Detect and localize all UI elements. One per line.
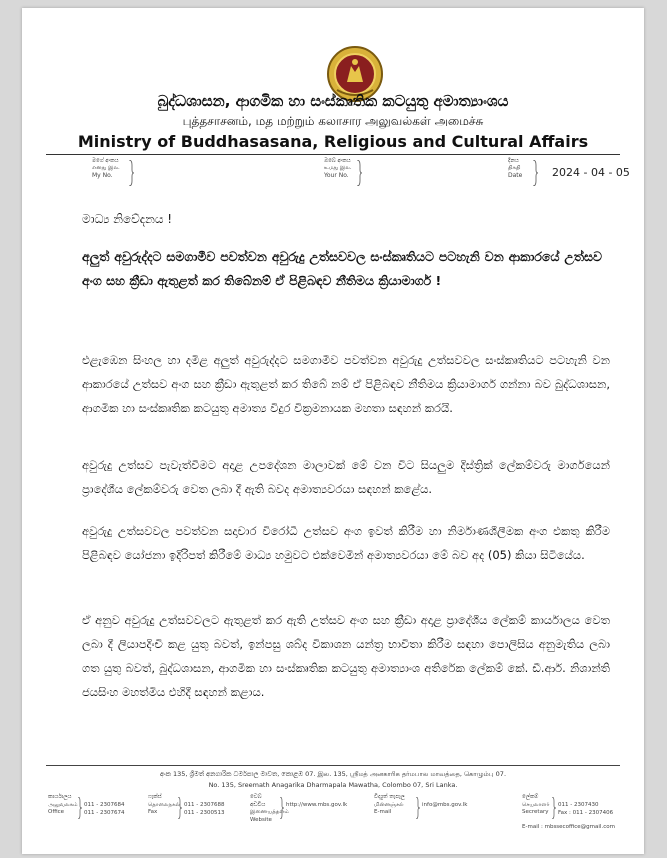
brace-icon (356, 160, 362, 186)
paragraph-4: ඒ අනුව අවුරුදු උත්සවවලට ඇතුළත් කර ඇති උත්සව අංග සහ ක්‍රීඩා අදාළ ප්‍රාදේශීය ලේකම් කාර්යාලය වෙත ලබා දී ලියාපදිංචි කළ යුතු බවත්, ඉන්පසු ශබ්ද විකාශන යන්ත්‍ර භාවිතා කිරීම සඳහා පොලිසිය අනුමැතිය ලබා ගත යුතු බවත්, බුද්ධශාසන, ආගමික හා සංස්කෘතික කටයුතු අමාත්‍යාංශ අතිරේක ලේකම් කේ. ඩී.ආර්. නිශාන්ති ජයසිංහ මහත්මිය එහිදී සඳහන් කළාය. (82, 613, 610, 699)
ministry-name-sinhala: බුද්ධශාසන, ආගමික හා සංස්කෘතික කටයුතු අමාත්‍යාංශය (157, 92, 509, 110)
press-release-title: අලුත් අවුරුද්දට සමගාමීව පවත්වන අවුරුදු උත්සවවල සංස්කෘතියට පටහැනි වන ආකාරයේ උත්සව අංග සහ ක්‍රීඩා ඇතුළත් කර තිබේනම් ඒ පිළිබඳව නීතිමය ක්‍රියාමාර්ග ! (82, 249, 602, 288)
header-divider (46, 154, 620, 155)
letter-page (22, 8, 644, 854)
ministry-name-tamil: புத்தசாசனம், மத மற்றும் கலாசார அலுவல்கள் அமைச்சு (182, 114, 484, 128)
ministry-name-english: Ministry of Buddhasasana, Religious and Cultural Affairs (77, 132, 589, 151)
date-value: 2024 - 04 - 05 (552, 166, 630, 179)
footer-secretary: ලේකම් செயலாளர் Secretary 011 - 2307430 Fax : 011 - 2307406 E-mail : mbssecoffice@gmail.com (522, 794, 615, 830)
brace-icon (532, 160, 538, 186)
brace-icon (177, 797, 182, 819)
my-number-label: මගේ අංකය எனது இல. My No. (92, 158, 120, 179)
brace-icon (128, 160, 134, 186)
brace-icon (415, 797, 420, 819)
footer-email: විද්‍යුත් තැපෑල மின்னஞ்சல் E-mail info@mbs.gov.lk (374, 794, 494, 830)
footer-address-english: No. 135, Sreemath Anagarika Dharmapala Mawatha, Colombo 07, Sri Lanka. (208, 781, 458, 789)
website-link[interactable]: http://www.mbs.gov.lk (286, 802, 348, 808)
date-label: දිනය திகதி Date (508, 158, 523, 179)
brace-icon (77, 797, 82, 819)
media-notice-heading: මාධ්‍ය නිවේදනය ! (82, 212, 173, 226)
footer-divider (46, 765, 620, 766)
footer-website: වෙබ් අඩවිය இணையத்தளம் Website http://www.mbs.gov.lk (250, 794, 348, 823)
your-number-label: ඔබේ අංකය உமது இல. Your No. (324, 158, 352, 179)
brace-icon (279, 797, 284, 819)
paragraph-2: අවුරුදු උත්සව පැවැත්වීමට අදාළ උපදේශන මාලාවක් මේ වන විට සියලුම දිස්ත්‍රික් ලේකම්වරු මාර්ගයෙන් ප්‍රාදේශීය ලේකම්වරු වෙත ලබා දී ඇති බවද අමාත්‍යවරයා සඳහන් කළේය. (82, 458, 610, 496)
brace-icon (551, 797, 556, 819)
secretary-email[interactable]: E-mail : mbssecoffice@gmail.com (522, 824, 615, 830)
email-link[interactable]: info@mbs.gov.lk (422, 802, 468, 808)
footer-address-local: අංක 135, ශ්‍රීමත් අනගාරික ධර්මපාල මාවත, කොළඹ 07. இல. 135, ஸ்ரீமத் அனகாரிக தர்மபால மாவத்தை, கொழும்பு 07. (159, 770, 507, 778)
footer-fax: ෆැක්ස් தொலைநகல் Fax 011 - 2307688 011 - 2300513 (148, 794, 248, 830)
paragraph-1: එළැඹෙන සිංහල හා දමිළ අලුත් අවුරුද්දට සමගාමීව පවත්වන අවුරුදු උත්සවවල සංස්කෘතියට පටහැනි වන ආකාරයේ උත්සව අංග සහ ක්‍රීඩා ඇතුළත් කර තිබේ නම් ඒ පිළිබඳව නීතිමය ක්‍රියාමාර්ග ගන්නා බව බුද්ධශාසන, ආගමික හා සංස්කෘතික කටයුතු අමාත්‍ය විදුර වික්‍රමනායක මහතා සඳහන් කරයි. (82, 353, 610, 415)
footer-office: කාර්යාලය அலுவலகம் Office 011 - 2307684 011 - 2307674 (48, 794, 148, 830)
paragraph-3: අවුරුදු උත්සවවල පවත්වන සදාචාර විරෝධී උත්සව අංග ඉවත් කිරීම හා නිර්මාණශීලීමක අංග එකතු කිරීම පිළිබඳව යෝජනා ඉදිරිපත් කිරීමේ මාධ්‍ය හමුවට එක්වෙමින් අමාත්‍යවරයා මේ බව අද (05) කියා සිටියේය. (82, 524, 610, 562)
